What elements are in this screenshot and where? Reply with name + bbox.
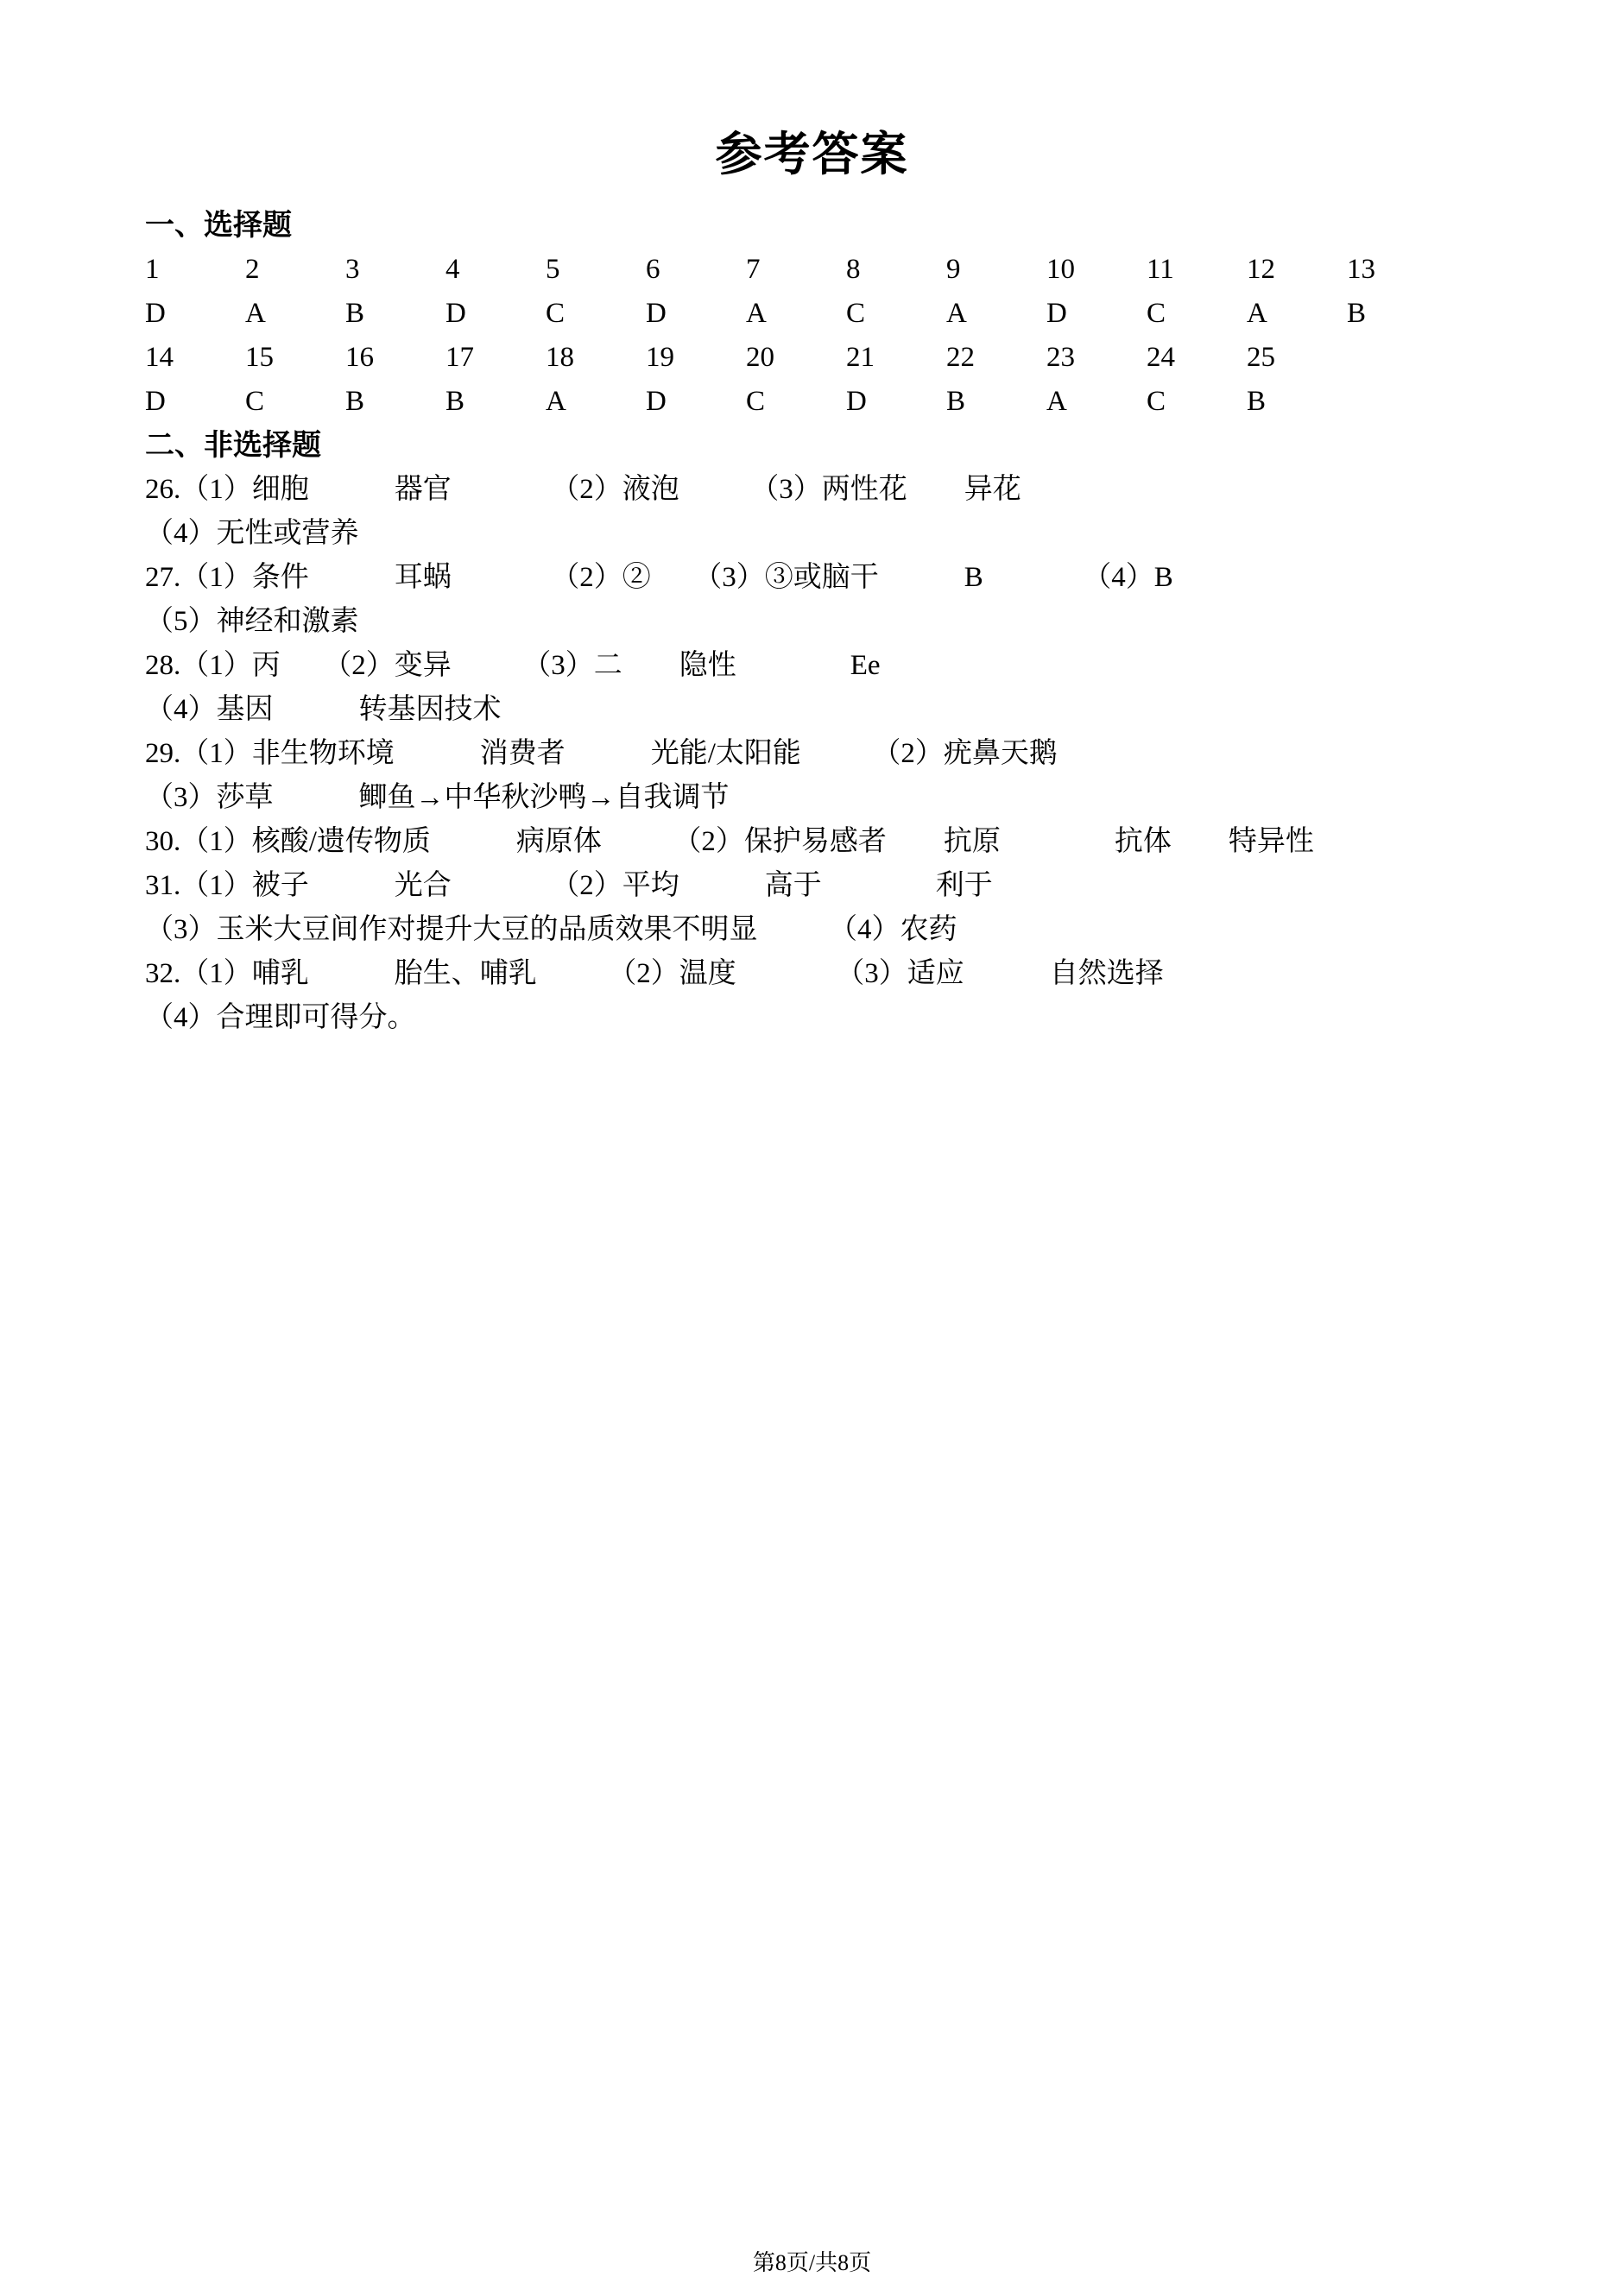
page-footer: 第8页/共8页: [752, 2250, 872, 2275]
choice-q-number: 6: [646, 254, 660, 285]
choice-q-number: 4: [445, 254, 460, 285]
choice-q-number: 11: [1147, 254, 1174, 285]
choice-answer: C: [546, 298, 566, 329]
choice-q-number: 13: [1347, 254, 1375, 285]
choice-answer: D: [646, 386, 667, 417]
choice-answer: D: [846, 386, 867, 417]
choice-q-number: 3: [345, 254, 360, 285]
choice-q-number: 24: [1147, 342, 1175, 373]
choice-answer: A: [546, 386, 566, 417]
choice-answer-row-1: [145, 292, 1479, 336]
choice-answer: A: [245, 298, 266, 329]
answer-line-29-parts-1-2: 29.（1）非生物环境 消费者 光能/太阳能 （2）疣鼻天鹅: [145, 738, 1058, 769]
choice-q-number: 10: [1046, 254, 1075, 285]
answer-line-32-part-4: （4）合理即可得分。: [145, 1002, 416, 1033]
choice-q-number: 25: [1247, 342, 1275, 373]
choice-answer: C: [1147, 386, 1166, 417]
choice-q-number: 14: [145, 342, 174, 373]
choice-q-number: 8: [846, 254, 861, 285]
choice-answer: B: [445, 386, 465, 417]
choice-answer: C: [846, 298, 866, 329]
choice-q-number: 20: [746, 342, 774, 373]
answer-line-27-part-5: （5）神经和激素: [145, 606, 359, 637]
answer-line-32-parts-1-3: 32.（1）哺乳 胎生、哺乳 （2）温度 （3）适应 自然选择: [145, 958, 1164, 989]
answer-line-28-part-4: （4）基因 转基因技术: [145, 694, 502, 725]
choice-q-number: 18: [546, 342, 574, 373]
choice-answer: B: [345, 386, 365, 417]
answer-line-29-part-3: （3）莎草 鲫鱼→中华秋沙鸭→自我调节: [145, 782, 730, 813]
choice-answer: B: [1247, 386, 1267, 417]
answer-line-26-parts-1-3: 26.（1）细胞 器官 （2）液泡 （3）两性花 异花: [145, 474, 1021, 505]
choice-answer: D: [445, 298, 466, 329]
choice-q-number: 5: [546, 254, 560, 285]
choice-answer: C: [1147, 298, 1166, 329]
choice-q-number: 22: [946, 342, 975, 373]
choice-q-number: 19: [646, 342, 674, 373]
answer-line-31-parts-3-4: （3）玉米大豆间作对提升大豆的品质效果不明显 （4）农药: [145, 914, 957, 945]
choice-q-number: 9: [946, 254, 961, 285]
choice-answer: D: [646, 298, 667, 329]
answer-line-31-parts-1-2: 31.（1）被子 光合 （2）平均 高于 利于: [145, 870, 993, 901]
choice-q-number: 17: [445, 342, 474, 373]
choice-number-row-2: [145, 336, 1479, 380]
choice-answer: B: [345, 298, 365, 329]
choice-answer: A: [746, 298, 767, 329]
choice-answer-row-2: [145, 380, 1479, 424]
choice-q-number: 12: [1247, 254, 1275, 285]
choice-answer: C: [245, 386, 265, 417]
answer-line-30: 30.（1）核酸/遗传物质 病原体 （2）保护易感者 抗原 抗体 特异性: [145, 826, 1314, 857]
answer-line-26-part-4: （4）无性或营养: [145, 518, 359, 549]
choice-answer: D: [1046, 298, 1067, 329]
choice-answer: A: [1247, 298, 1267, 329]
section-choice-heading: 一、选择题: [145, 209, 292, 242]
page-content: [0, 204, 1624, 1040]
choice-q-number: 1: [145, 254, 160, 285]
choice-q-number: 21: [846, 342, 875, 373]
choice-answer: A: [946, 298, 967, 329]
choice-answer: B: [1347, 298, 1367, 329]
choice-q-number: 23: [1046, 342, 1075, 373]
choice-answer: A: [1046, 386, 1067, 417]
answer-line-27-parts-1-4: 27.（1）条件 耳蜗 （2）② （3）③或脑干 B （4）B: [145, 562, 1173, 593]
choice-answer: D: [145, 386, 166, 417]
choice-q-number: 7: [746, 254, 761, 285]
answer-line-28-parts-1-3: 28.（1）丙 （2）变异 （3）二 隐性 Ee: [145, 650, 881, 681]
choice-answer: D: [145, 298, 166, 329]
choice-q-number: 16: [345, 342, 374, 373]
choice-answer: C: [746, 386, 766, 417]
choice-answer: B: [946, 386, 966, 417]
choice-q-number: 2: [245, 254, 260, 285]
choice-number-row-1: [145, 248, 1479, 292]
section-nonchoice-heading: 二、非选择题: [145, 429, 321, 462]
page-title: 参考答案: [715, 129, 909, 180]
choice-q-number: 15: [245, 342, 274, 373]
